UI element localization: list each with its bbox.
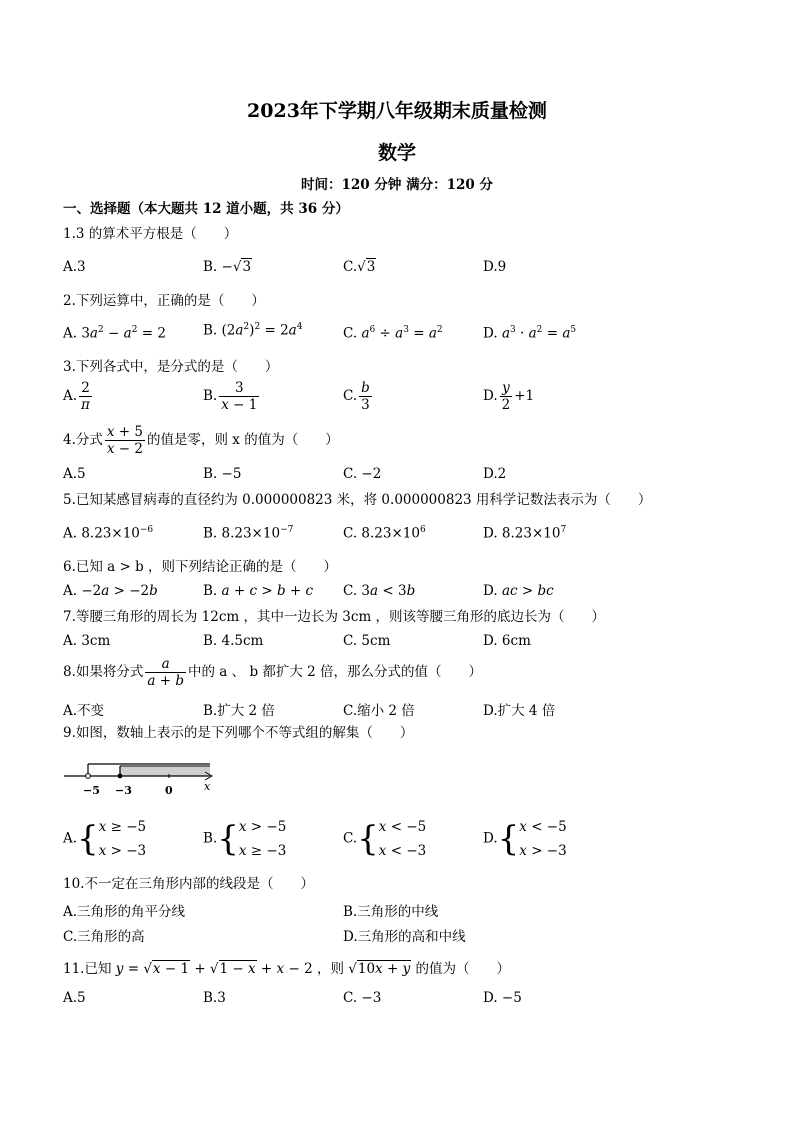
q4-option-c: C. −2 <box>343 466 382 482</box>
q11-option-d: D. −5 <box>483 990 522 1006</box>
q6-option-a: A. −2a > −2b <box>63 583 158 599</box>
q7-option-b: B. 4.5cm <box>203 633 264 649</box>
q5-option-d: D. $8.23\times 10^7$ <box>483 525 567 542</box>
q7-option-d: D. 6cm <box>483 633 531 649</box>
q5-option-b: B. $8.23\times 10^{-7}$ <box>203 525 294 542</box>
closed-point-minus3 <box>118 774 123 779</box>
q8-stem: 8.如果将分式 $\frac{a}{a + b}$ 中的 a 、 b 都扩大 2 倍，那么分式的值（ ） <box>63 656 483 689</box>
tick-label-zero: 0 <box>165 784 173 797</box>
q5-option-a: A. $8.23\times 10^{-6}$ <box>63 525 154 542</box>
q10-option-c: C.三角形的高 <box>63 929 145 945</box>
q3-stem: 3.下列各式中，是分式的是（ ） <box>63 359 279 375</box>
tick-label-minus5: −5 <box>83 784 100 797</box>
solution-shading <box>120 766 210 776</box>
q2-option-b: B. $(2a^2)^2 = 2a^4$ <box>203 322 303 339</box>
q11-stem: 11.已知 y = √x − 1 + √1 − x + x − 2 ，则 √10x + y 的值为（ ） <box>63 961 511 977</box>
q5-option-c: C. $8.23\times 10^6$ <box>343 525 426 542</box>
q9-option-a: A.{x ≥ −5 x > −3 <box>63 819 147 859</box>
q4-option-a: A.5 <box>63 466 86 482</box>
q10-stem: 10.不一定在三角形内部的线段是（ ） <box>63 876 314 892</box>
q3-option-a: A. $\frac{2}{\pi}$ <box>63 380 90 413</box>
q1-option-b: B. −√3 <box>203 259 252 275</box>
q6-option-b: B. a + c > b + c <box>203 583 314 599</box>
q2-option-a: A. $3a^2 - a^2 = 2$ <box>63 325 166 342</box>
q6-option-c: C. 3a < 3b <box>343 583 416 599</box>
tick-label-minus3: −3 <box>115 784 132 797</box>
subject-title: 数学 <box>377 142 416 164</box>
q3-option-d: D. $\frac{y}{2}$ +1 <box>483 380 535 413</box>
q4-option-d: D.2 <box>483 466 507 482</box>
q3-option-c: C. $\frac{b}{3}$ <box>343 380 370 413</box>
q2-option-d: D. $a^3 \cdot a^2 = a^5$ <box>483 325 577 342</box>
q7-option-a: A. 3cm <box>63 633 111 649</box>
q1-option-a: A.3 <box>63 259 86 275</box>
q1-option-c: C.√3 <box>343 259 376 275</box>
q9-option-b: B.{x > −5 x ≥ −3 <box>203 819 287 859</box>
q1-stem: 1.3 的算术平方根是（ ） <box>63 226 238 242</box>
number-line-figure <box>60 752 220 798</box>
q3-option-b: B. $\frac{3}{x - 1}$ <box>203 380 258 413</box>
axis-label-x: x <box>204 780 211 793</box>
q10-option-a: A.三角形的角平分线 <box>63 904 186 920</box>
open-point-minus5 <box>86 774 91 779</box>
exam-title: 2023年下学期八年级期末质量检测 <box>247 100 547 122</box>
q7-option-c: C. 5cm <box>343 633 391 649</box>
q8-option-c: C.缩小 2 倍 <box>343 703 415 719</box>
q2-option-c: C. $a^6 \div a^3 = a^2$ <box>343 325 443 342</box>
q4-option-b: B. −5 <box>203 466 242 482</box>
q2-stem: 2.下列运算中，正确的是（ ） <box>63 293 265 309</box>
q1-option-d: D.9 <box>483 259 507 275</box>
section-heading: 一、选择题（本大题共 12 道小题，共 36 分） <box>63 201 349 217</box>
exam-info: 时间：120 分钟 满分：120 分 <box>301 177 493 193</box>
q6-option-d: D. ac > bc <box>483 583 554 599</box>
q8-option-b: B.扩大 2 倍 <box>203 703 275 719</box>
q10-option-d: D.三角形的高和中线 <box>343 929 466 945</box>
q9-stem: 9.如图，数轴上表示的是下列哪个不等式组的解集（ ） <box>63 725 414 741</box>
q11-option-b: B.3 <box>203 990 226 1006</box>
q8-option-a: A.不变 <box>63 703 105 719</box>
q10-option-b: B.三角形的中线 <box>343 904 439 920</box>
q9-option-d: D.{x < −5 x > −3 <box>483 819 567 859</box>
q9-option-c: C.{x < −5 x < −3 <box>343 819 427 859</box>
q6-stem: 6.已知 a > b ，则下列结论正确的是（ ） <box>63 559 338 575</box>
q8-option-d: D.扩大 4 倍 <box>483 703 556 719</box>
q11-option-a: A.5 <box>63 990 86 1006</box>
q7-stem: 7.等腰三角形的周长为 12cm ，其中一边长为 3cm ，则该等腰三角形的底边长为（ ） <box>63 609 606 625</box>
q5-stem: 5.已知某感冒病毒的直径约为 0.000000823 米，将 0.000000823 用科学记数法表示为（ ） <box>63 492 652 508</box>
q11-option-c: C. −3 <box>343 990 382 1006</box>
q4-stem: 4.分式 $\frac{x + 5}{x - 2}$ 的值是零，则 x 的值为（ ） <box>63 424 339 457</box>
